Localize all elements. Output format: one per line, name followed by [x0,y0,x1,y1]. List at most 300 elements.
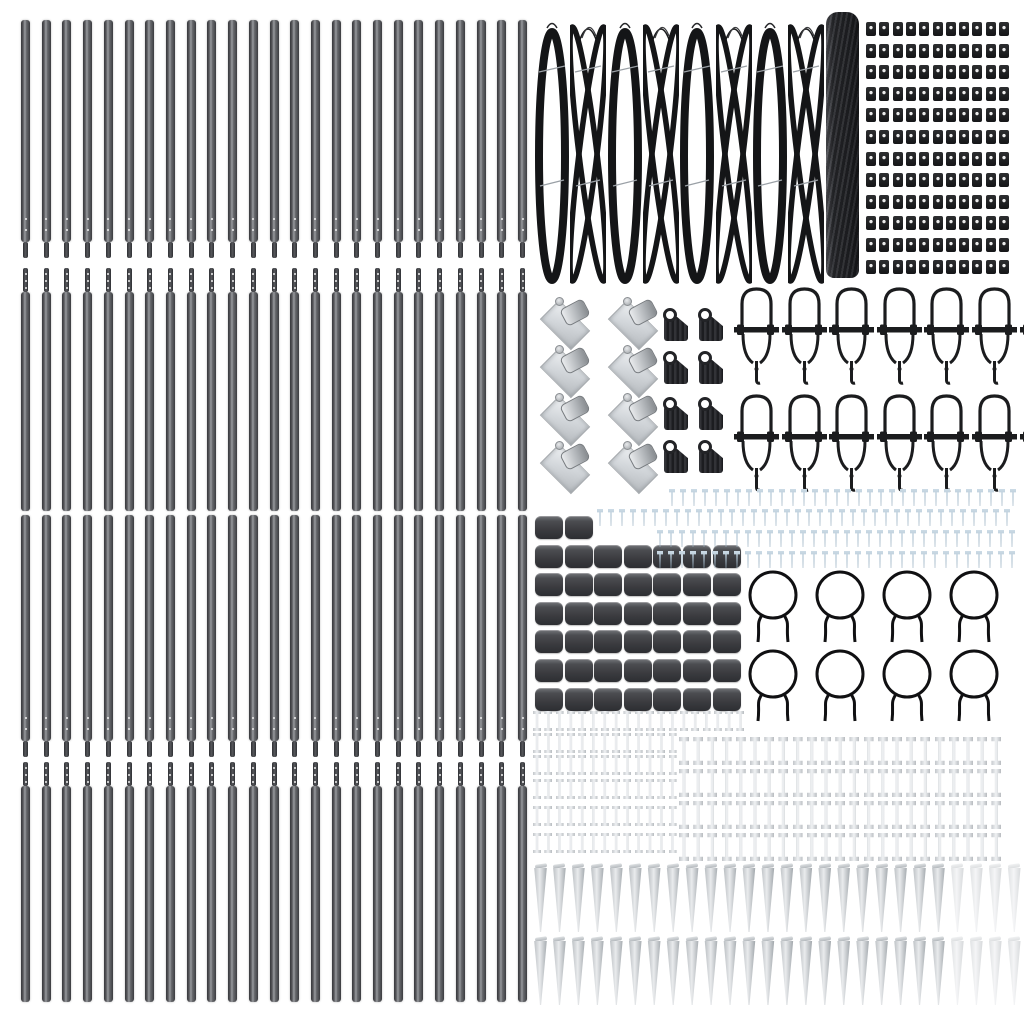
net-clip [933,22,943,36]
net-clip [946,173,956,187]
pole-tip [85,762,90,786]
net-clip [906,152,916,166]
large-bolt-pin [991,801,1001,829]
pole-tip [396,741,401,757]
fence-pole [104,268,113,511]
net-clip [959,108,969,122]
small-bolt-pin [669,711,677,731]
net-clip [999,238,1009,252]
net-clip [879,195,889,209]
corner-connector [663,308,689,342]
spike-head [762,863,774,869]
pole-body [332,292,341,511]
round-wire-hook [876,647,940,723]
spike-cone [798,868,813,932]
net-clip [879,152,889,166]
pole-tip [334,242,339,258]
fence-pole [435,20,444,258]
pole-hole [169,280,171,282]
screw [938,509,944,526]
pole-cap [624,630,652,653]
screw [839,509,845,526]
fence-pole [21,515,30,757]
pole-tip [479,268,484,292]
pole-hole [501,287,503,289]
pole-cap [653,602,681,625]
screw [812,489,818,506]
pole-body [145,20,154,242]
pole-hole [501,717,503,719]
bungee-cord-loop [534,14,570,286]
pole-cap [653,573,681,596]
pole-hole [128,280,130,282]
fence-pole [207,762,216,1002]
spike-head [743,863,755,869]
net-clip [866,216,876,230]
large-bolt-pin [878,737,888,765]
fence-pole [373,20,382,258]
fence-pole [21,762,30,1002]
net-clip [986,65,996,79]
screw [944,489,950,506]
pole-tip [437,242,442,258]
pole-body [497,515,506,741]
net-clip [999,152,1009,166]
large-bolt-pin [736,737,746,765]
pole-hole [314,287,316,289]
pole-body [125,20,134,242]
small-bolt-pin [646,711,654,731]
screw [718,509,724,526]
pole-hole [273,767,275,769]
pole-hole [25,229,27,231]
tensioner-hook [924,389,969,493]
pole-hole [25,774,27,776]
fence-pole [125,762,134,1002]
ground-spike [570,937,587,1007]
screw [795,509,801,526]
small-bolt-pin [590,833,598,853]
pole-body [311,292,320,511]
net-clip [893,173,903,187]
small-bolt-pin [533,779,541,799]
pole-cap [683,545,711,568]
small-bolt-pin [533,733,541,753]
small-bolt-pin [601,711,609,731]
small-bolt-pin [623,833,631,853]
small-bolt-pin [612,806,620,826]
net-clip [999,44,1009,58]
pole-hole [501,728,503,730]
small-bolt-pin [533,833,541,853]
tensioner-hook [829,389,874,493]
net-clip [933,108,943,122]
fence-pole [42,762,51,1002]
large-bolt-pin [935,737,945,765]
pole-hole [397,767,399,769]
pole-cap [565,545,593,568]
small-bolt-pin [578,806,586,826]
fence-pole [477,268,486,511]
spike-cone [628,868,643,932]
small-bolt-pin [601,755,609,775]
fence-pole [166,515,175,757]
pole-body [332,515,341,741]
fence-pole [414,268,423,511]
screw [965,530,971,547]
pole-hole [149,229,151,231]
pole-tip [375,741,380,757]
pole-hole [501,218,503,220]
pole-hole [459,781,461,783]
pole-cap [565,516,593,539]
screw [976,530,982,547]
pole-hole [149,781,151,783]
spike-cone [760,868,775,932]
screw [757,489,763,506]
pole-cap [624,573,652,596]
bungee-cord-twisted [643,14,679,286]
tensioner-hook [877,282,922,386]
tensioner-hook [782,282,827,386]
pole-body [456,20,465,242]
large-bolt-pin [849,833,859,861]
spike-cone [741,868,756,932]
pole-hole [149,717,151,719]
pole-body [456,292,465,511]
net-clip [986,216,996,230]
pole-hole [459,774,461,776]
pole-body [270,786,279,1002]
pole-body [456,515,465,741]
connector-eye [698,351,712,365]
fence-pole [125,268,134,511]
fence-pole [456,268,465,511]
fence-pole [332,268,341,511]
pole-hole [107,273,109,275]
small-bolt-pin [556,806,564,826]
fence-pole [435,268,444,511]
pole-cap [713,602,741,625]
fence-pole [21,268,30,511]
large-bolt-pin [722,801,732,829]
small-bolt-pin [556,755,564,775]
pole-hole [169,767,171,769]
pole-hole [25,728,27,730]
large-bolt-pin [864,801,874,829]
large-bolt-pin [679,801,689,829]
screw [910,551,916,568]
pole-hole [418,728,420,730]
pole-tip [189,242,194,258]
large-bolt-pin [821,737,831,765]
fence-pole [187,20,196,258]
spike-cone [609,868,624,932]
pole-hole [232,781,234,783]
spike-head [875,936,887,942]
screw [806,509,812,526]
pole-tip [354,762,359,786]
net-clip [946,65,956,79]
large-bolt-pin [793,801,803,829]
connector-eye [698,397,712,411]
large-bolt-pin [750,737,760,765]
net-clip [946,152,956,166]
pole-tip [292,741,297,757]
small-bolt-pin [635,733,643,753]
ground-spike [722,937,739,1007]
pole-body [187,20,196,242]
large-bolt-pin [920,769,930,797]
large-bolt-pin [793,737,803,765]
pole-body [249,292,258,511]
net-clip [972,216,982,230]
ground-spike [532,937,549,1007]
spike-head [837,863,849,869]
pole-hole [377,781,379,783]
pole-tip [458,242,463,258]
net-clip [906,22,916,36]
pole-hole [252,781,254,783]
pole-hole [107,287,109,289]
pole-hole [273,728,275,730]
screw [988,489,994,506]
pole-hole [211,280,213,282]
pole-body [125,786,134,1002]
pole-body [166,515,175,741]
pole-hole [314,781,316,783]
small-bolt-pin [623,806,631,826]
pole-body [414,292,423,511]
spike-cone [647,941,662,1005]
large-bolt-pin [736,769,746,797]
corner-connector [698,308,724,342]
pole-tip [23,762,28,786]
small-bolt-pin [556,711,564,731]
connector-eye [663,308,677,322]
screw [877,551,883,568]
pole-body [125,515,134,741]
large-bolt-pin [949,769,959,797]
tensioner-hook [877,389,922,493]
pole-hole [232,717,234,719]
pole-tip [127,268,132,292]
plate-bolt [555,393,564,402]
spike-cone [590,941,605,1005]
large-bolt-pin [750,833,760,861]
pole-tip [272,268,277,292]
net-clip [999,22,1009,36]
spike-head [800,936,812,942]
pole-hole [25,767,27,769]
pole-hole [87,218,89,220]
screw [724,489,730,506]
pole-hole [25,273,27,275]
net-clip [866,260,876,274]
pole-hole [66,767,68,769]
screw [877,530,883,547]
spike-head [989,936,1001,942]
fence-pole [228,515,237,757]
small-bolt-pin [578,833,586,853]
pole-body [477,515,486,741]
pole-body [497,20,506,242]
fence-pole [311,515,320,757]
spike-cone [571,941,586,1005]
pole-hole [252,287,254,289]
large-bolt-pin [935,801,945,829]
screw [867,489,873,506]
screw [608,509,614,526]
ground-spike [1006,864,1023,934]
pole-hole [211,717,213,719]
net-clip [946,87,956,101]
pole-body [62,786,71,1002]
pole-hole [252,767,254,769]
fence-pole [62,515,71,757]
pole-body [435,515,444,741]
pole-hole [232,774,234,776]
screw [954,530,960,547]
pole-hole [522,280,524,282]
fence-pole [42,20,51,258]
plate-bolt [555,297,564,306]
spike-cone [590,868,605,932]
pole-body [228,20,237,242]
tensioner-hook [924,282,969,386]
pole-body [104,786,113,1002]
small-bolt-pin [533,806,541,826]
ground-spike [646,864,663,934]
pole-cap [653,688,681,711]
spike-head [591,863,603,869]
pole-cap [594,688,622,711]
fence-pole [332,515,341,757]
pole-hole [397,774,399,776]
screw [828,509,834,526]
pole-tip [416,762,421,786]
pole-hole [149,280,151,282]
pole-cap [565,630,593,653]
pole-hole [480,781,482,783]
pole-hole [480,287,482,289]
pole-body [394,292,403,511]
screw [1004,509,1010,526]
pole-hole [439,218,441,220]
ground-spike [987,864,1004,934]
pole-hole [439,767,441,769]
connector-eye [698,440,712,454]
pole-body [83,786,92,1002]
pole-hole [66,717,68,719]
large-bolt-pin [807,737,817,765]
spike-cone [628,941,643,1005]
small-bolt-pin [635,755,643,775]
fence-pole [352,268,361,511]
large-bolt-pin [707,737,717,765]
fence-pole [394,515,403,757]
small-bolt-pin [533,755,541,775]
pole-hole [335,767,337,769]
pole-tip [375,762,380,786]
screw [921,551,927,568]
small-bolt-pin [590,779,598,799]
pole-hole [439,728,441,730]
small-bolt-pin [725,711,733,731]
net-clip [972,195,982,209]
screw [679,530,685,547]
spike-head [800,863,812,869]
large-bolt-pin [693,801,703,829]
screw [811,530,817,547]
pole-tip [458,741,463,757]
pole-hole [377,280,379,282]
large-bolt-pin [878,833,888,861]
pole-hole [356,218,358,220]
pole-body [125,292,134,511]
fence-pole [518,20,527,258]
fence-pole [42,268,51,511]
ground-spike [740,937,757,1007]
large-bolt-pin [807,769,817,797]
pole-tip [127,762,132,786]
fence-pole [311,762,320,1002]
net-clip [972,173,982,187]
spike-head [534,863,546,869]
pole-body [373,786,382,1002]
spike-cone [893,868,908,932]
screw [822,530,828,547]
pole-hole [190,774,192,776]
round-wire-hook [943,647,1007,723]
small-bolt-pin [556,779,564,799]
net-clip [879,130,889,144]
small-bolt-pin [657,833,665,853]
fence-pole [290,268,299,511]
pole-body [435,786,444,1002]
pole-tip [251,242,256,258]
fence-pole [83,268,92,511]
pole-hole [273,781,275,783]
pole-hole [356,767,358,769]
pole-hole [232,273,234,275]
pole-hole [377,287,379,289]
spike-cone [893,941,908,1005]
pole-hole [107,767,109,769]
net-clip [946,44,956,58]
pole-hole [252,774,254,776]
fence-pole [228,20,237,258]
net-clip [866,152,876,166]
screw [999,489,1005,506]
small-bolt-pin [623,779,631,799]
large-bolt-pin [764,769,774,797]
pole-tip [64,268,69,292]
pole-tip [292,762,297,786]
pole-body [207,292,216,511]
fence-pole [435,762,444,1002]
net-clip [893,260,903,274]
net-clip [986,173,996,187]
screw [680,489,686,506]
tensioner-hook [1020,282,1024,386]
pole-cap [565,688,593,711]
small-bolt-pin [544,733,552,753]
pole-tip [375,242,380,258]
spike-head [913,863,925,869]
pole-body [270,20,279,242]
small-bolt-pin [556,733,564,753]
